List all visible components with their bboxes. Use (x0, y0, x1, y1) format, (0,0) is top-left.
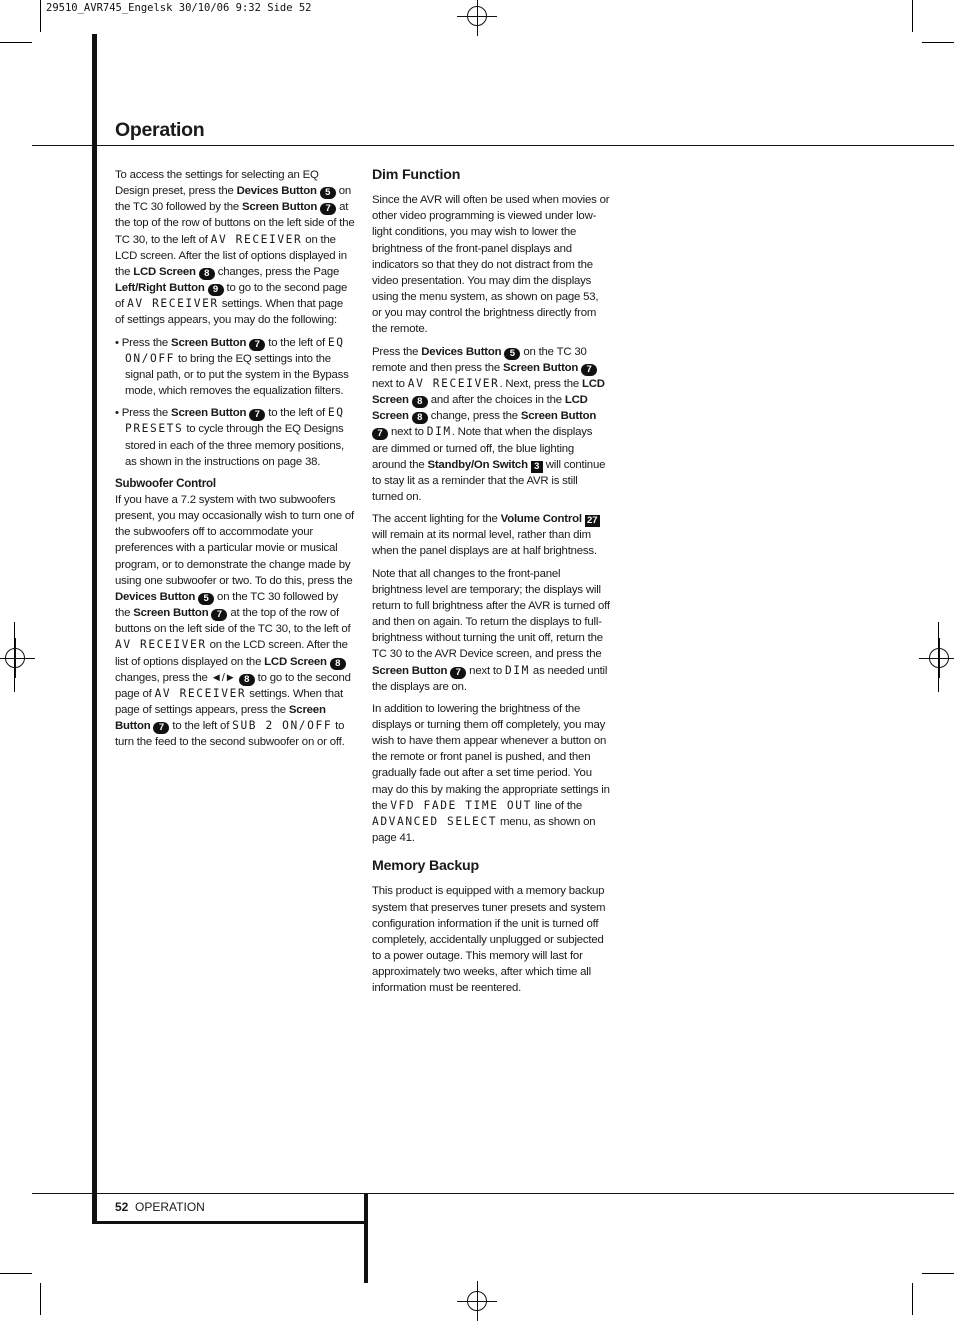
lcd-text: AV RECEIVER (407, 376, 500, 390)
registration-mark (5, 648, 25, 668)
crop-mark (0, 1273, 32, 1274)
control-number-badge: 27 (585, 515, 600, 527)
dim-paragraph: Since the AVR will often be used when movies or other video programming is viewed under low-light conditions, you may wish to lower the brightness of the front-panel displays and indicators so that they do not distract from the video presentation. You may dim the displays using the menu system, as shown on page 53, or you may control the brightness directly from the remote. (372, 194, 610, 336)
lcd-text: DIM (504, 663, 530, 677)
section-label: OPERATION (135, 1200, 205, 1214)
right-column (372, 167, 610, 1003)
lcd-text: AV RECEIVER (210, 232, 303, 246)
crop-mark (0, 42, 32, 43)
page-title: Operation (115, 119, 205, 141)
dim-paragraph: Note that all changes to the front-panel brightness level are temporary; the displays will return to full brightness after the AVR is turned off and then on again. To return the displays to full-brightness without turning the unit off, return the TC 30 to the AVR Device screen, and press the Screen Button 7 next to DIM as needed until the displays are on. (372, 567, 610, 693)
button-number-badge: 8 (412, 412, 428, 424)
button-number-badge: 8 (412, 396, 428, 408)
memory-paragraph: This product is equipped with a memory backup system that preserves tuner presets and system configuration information if the unit is turned off completely, accidentally unplugged or subjected to a power outage. This memory will last for approximately two weeks, after which time all information must be reentered. (372, 885, 606, 995)
button-number-badge: 8 (199, 268, 215, 280)
footer-divider (364, 1193, 368, 1283)
button-number-badge: 7 (153, 722, 169, 734)
button-number-badge: 5 (504, 348, 520, 360)
lcd-text: EQ ON/OFF (125, 335, 345, 365)
registration-mark (929, 648, 949, 668)
dim-paragraph: In addition to lowering the brightness of the displays or turning them off completely, you may wish to have them appear whenever a button on the remote or front panel is pushed, and then gradually fade out after a set time period. You may do this by making the appropriate settings in the VFD FADE TIME OUT line of the ADVANCED SELECT menu, as shown on page 41. (372, 702, 610, 845)
lcd-text: ADVANCED SELECT (372, 814, 498, 828)
button-number-badge: 8 (330, 658, 346, 670)
page-number: 52 (115, 1200, 129, 1214)
header-rule (32, 145, 954, 146)
button-number-badge: 7 (249, 339, 265, 351)
button-number-badge: 9 (208, 284, 224, 296)
button-number-badge: 7 (249, 409, 265, 421)
lcd-text: AV RECEIVER (127, 297, 219, 311)
list-item: • Press the Screen Button 7 to the left of EQ ON/OFF to bring the EQ settings into the signal path, or to put the system in the Bypass mode, which removes the equalization filters. (115, 335, 349, 398)
intro-paragraph: To access the settings for selecting an EQ Design preset, press the Devices Button 5 on the TC 30 followed by the Screen Button 7 at the top of the row of buttons on the left side of the TC 30, to the left of AV RECEIVER on the LCD screen. After the list of options displayed in the LCD Screen 8 changes, press the Page Left/Right Button 9 to go to the second page of AV RECEIVER settings. When that page of settings appears, you may do the following: (115, 169, 355, 327)
dim-paragraph: Press the Devices Button 5 on the TC 30 remote and then press the Screen Button 7 next to AV RECEIVER. Next, press the LCD Screen 8 and after the choices in the LCD Screen 8 change, press the Screen Button 7 next to DIM. Note that when the displays are dimmed or turned off, the blue lighting around the Standby/On Switch 3 will continue to stay lit as a reminder that the AVR is still turned on. (372, 345, 606, 503)
memory-backup-heading: Memory Backup (372, 858, 479, 875)
button-number-badge: 7 (450, 667, 466, 679)
dim-function-heading: Dim Function (372, 167, 461, 183)
switch-number-badge: 3 (531, 461, 543, 473)
lcd-text: VFD FADE TIME OUT (390, 798, 532, 812)
crop-mark (40, 1283, 41, 1315)
crop-mark (922, 1273, 954, 1274)
lcd-text: SUB 2 ON/OFF (232, 719, 333, 733)
registration-mark (467, 1291, 487, 1311)
page-folio (115, 1200, 205, 1214)
lcd-text: EQ PRESETS (125, 406, 345, 436)
lcd-text: AV RECEIVER (154, 686, 247, 700)
footer-base-rule (92, 1221, 368, 1224)
registration-mark (467, 6, 487, 26)
crop-mark (912, 0, 913, 32)
button-number-badge: 7 (320, 203, 336, 215)
subwoofer-heading: Subwoofer Control (115, 476, 216, 490)
arrow-keys-glyph: ◄/► (210, 671, 236, 684)
left-column (115, 167, 355, 756)
left-margin-bar (92, 34, 97, 1224)
button-number-badge: 7 (211, 609, 227, 621)
button-number-badge: 7 (581, 364, 597, 376)
button-number-badge: 5 (320, 187, 336, 199)
dim-paragraph: The accent lighting for the Volume Control 27 will remain at its normal level, rather than dim when the panel displays are at half brightness. (372, 511, 610, 559)
crop-mark (922, 42, 954, 43)
print-slug: 29510_AVR745_Engelsk 30/10/06 9:32 Side 52 (46, 2, 312, 14)
lcd-text: AV RECEIVER (115, 638, 207, 652)
footer-rule (32, 1193, 954, 1194)
crop-mark (912, 1283, 913, 1315)
button-number-badge: 7 (372, 428, 388, 440)
button-number-badge: 5 (198, 593, 214, 605)
crop-mark (40, 0, 41, 32)
subwoofer-paragraph: If you have a 7.2 system with two subwoofers present, you may occasionally wish to turn one of the subwoofers off to accommodate your preferences with a particular movie or musical program, or to demonstrate the change made by using one subwoofer or two. To do this, press the Devices Button 5 on the TC 30 followed by the Screen Button 7 at the top of the row of buttons on the left side of the TC 30, to the left of AV RECEIVER on the LCD screen. After the list of options displayed on the LCD Screen 8 changes, press the ◄/► 8 to go to the second page of AV RECEIVER settings. When that page of settings appears, press the Screen Button 7 to the left of SUB 2 ON/OFF to turn the feed to the second subwoofer on or off. (115, 493, 355, 749)
lcd-text: DIM (426, 425, 452, 439)
list-item: • Press the Screen Button 7 to the left of EQ PRESETS to cycle through the EQ Designs stored in each of the three memory positions, as shown in the instructions on page 38. (115, 406, 345, 468)
button-number-badge: 8 (239, 674, 255, 686)
